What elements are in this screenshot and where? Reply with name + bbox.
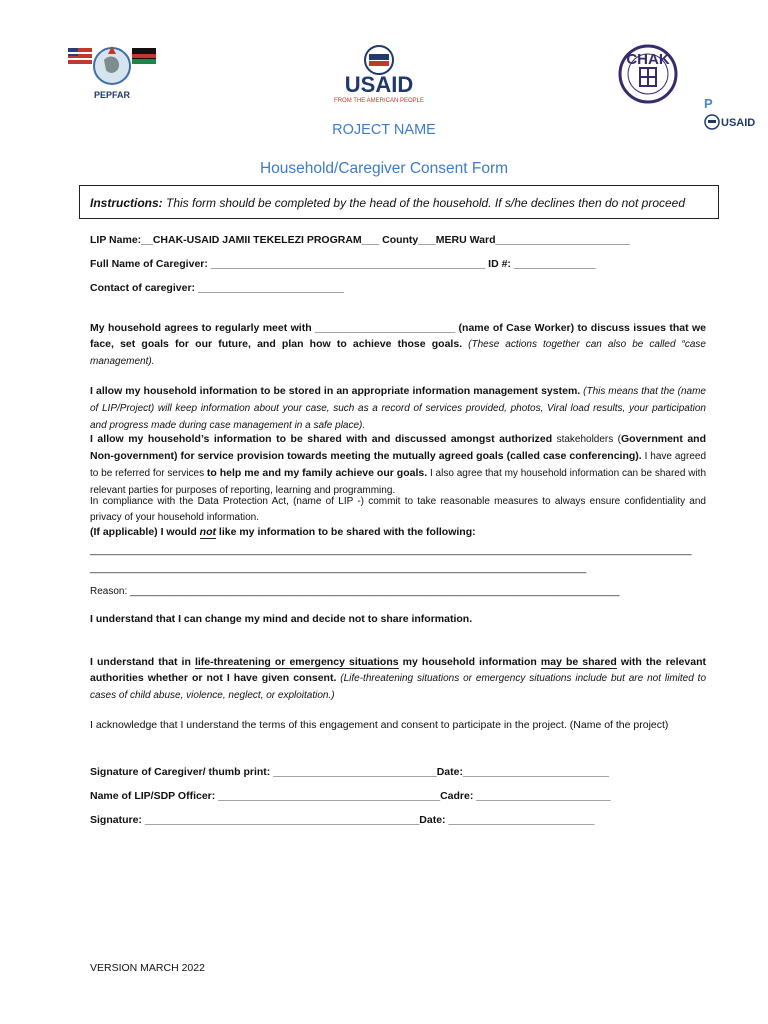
officer-signature-field[interactable]: Signature: _______________________________________________Date: _________________________ (90, 814, 595, 826)
instructions-box (79, 185, 719, 219)
p5-text-a: (If applicable) I would (90, 526, 200, 538)
exception-blank-line-1[interactable]: _______________________________________________________________________________________________________ (90, 544, 692, 556)
p7-underline-2: may be shared (540, 656, 617, 668)
svg-text:USAID: USAID (721, 117, 756, 129)
svg-text:CHAK: CHAK (626, 51, 670, 68)
version-footer: VERSION MARCH 2022 (90, 962, 205, 974)
caregiver-name-field[interactable]: Full Name of Caregiver: _______________________________________________ ID #: ______________ (90, 258, 596, 270)
svg-text:FROM THE AMERICAN PEOPLE: FROM THE AMERICAN PEOPLE (334, 98, 424, 104)
p5-not: not (199, 526, 216, 538)
sharing-exception-line (90, 524, 706, 540)
svg-text:PEPFAR: PEPFAR (93, 90, 131, 100)
exception-blank-line-2[interactable]: _____________________________________________________________________________________ (90, 562, 587, 574)
p2-italic: (This means that the (name of LIP/Project) will keep information about your case, such as a record of services provided, photos, Viral load results, your participation and progress made during case management in a safe place). (90, 386, 706, 431)
meeting-agreement-paragraph (90, 320, 706, 370)
chak-logo (602, 44, 694, 106)
usaid-logo (322, 44, 436, 106)
reason-field[interactable]: Reason: ________________________________________________________________________________________ (90, 586, 620, 597)
p3-normal-3: I also agree that my household information can be shared with relevant parties for purposes of reporting, learning and programming. (90, 468, 707, 496)
p3-normal-1: stakeholders ( (552, 434, 621, 445)
acknowledgement-paragraph: I acknowledge that I understand the terms of this engagement and consent to participate in the project. (Name of the project) (90, 719, 669, 731)
p7-text-b: my household information (398, 656, 541, 668)
data-protection-paragraph: In compliance with the Data Protection Act, (name of LIP -) commit to take reasonable measures to always ensure confidentiality and privacy of your household information. (90, 496, 706, 523)
pepfar-logo (64, 40, 160, 102)
side-letter: P (704, 96, 713, 111)
p5-text-b: like my information to be shared with the following: (216, 526, 476, 538)
caregiver-signature-field[interactable]: Signature of Caregiver/ thumb print: ____________________________Date:_________________________ (90, 766, 609, 778)
form-title: Household/Caregiver Consent Form (259, 160, 509, 177)
caregiver-contact-field[interactable]: Contact of caregiver: _________________________ (90, 282, 344, 294)
sharing-consent-paragraph (90, 431, 706, 499)
p7-text-c: with the relevant authorities whether or not I have given consent. (90, 656, 706, 684)
svg-text:USAID: USAID (344, 72, 414, 97)
p7-italic: (Life-threatening situations or emergency situations include but are not limited to cases of child abuse, violence, neglect, or exploitation.) (90, 673, 707, 701)
p1-italic: (These actions together can also be called “case management). (90, 339, 706, 367)
p7-underline-1: life-threatening or emergency situations (194, 656, 399, 668)
change-mind-statement: I understand that I can change my mind and decide not to share information. (90, 613, 473, 625)
storage-consent-paragraph (90, 383, 706, 434)
emergency-sharing-paragraph (90, 654, 706, 704)
lip-name-field[interactable]: LIP Name:__CHAK-USAID JAMII TEKELEZI PROGRAM___ County___MERU Ward_______________________ (90, 234, 630, 246)
p7-text-a: I understand that in (90, 656, 195, 668)
p3-bold-3: to help me and my family achieve our goals. (206, 467, 428, 479)
officer-name-field[interactable]: Name of LIP/SDP Officer: ______________________________________Cadre: _______________________ (90, 790, 611, 802)
p2-bold: I allow my household information to be stored in an appropriate information management system. (90, 385, 581, 397)
p3-bold-1: I allow my household’s information to be shared with and discussed amongst authorized (90, 433, 553, 445)
p3-normal-2: I have agreed to be referred for services (90, 451, 707, 479)
project-name: ROJECT NAME (332, 122, 436, 138)
instructions-text: This form should be completed by the head of the household. If s/he declines then do not proceed (162, 196, 686, 210)
p3-bold-2: Government and Non-government) for service provision towards meeting the mutually agreed goals (called case conferencing). (90, 433, 707, 462)
instructions-label: Instructions: (90, 196, 163, 210)
p1-bold: My household agrees to regularly meet with ________________________ (name of Case Worker) to discuss issues that we face, set goals for our future, and plan how to achieve those goals. (90, 322, 706, 350)
